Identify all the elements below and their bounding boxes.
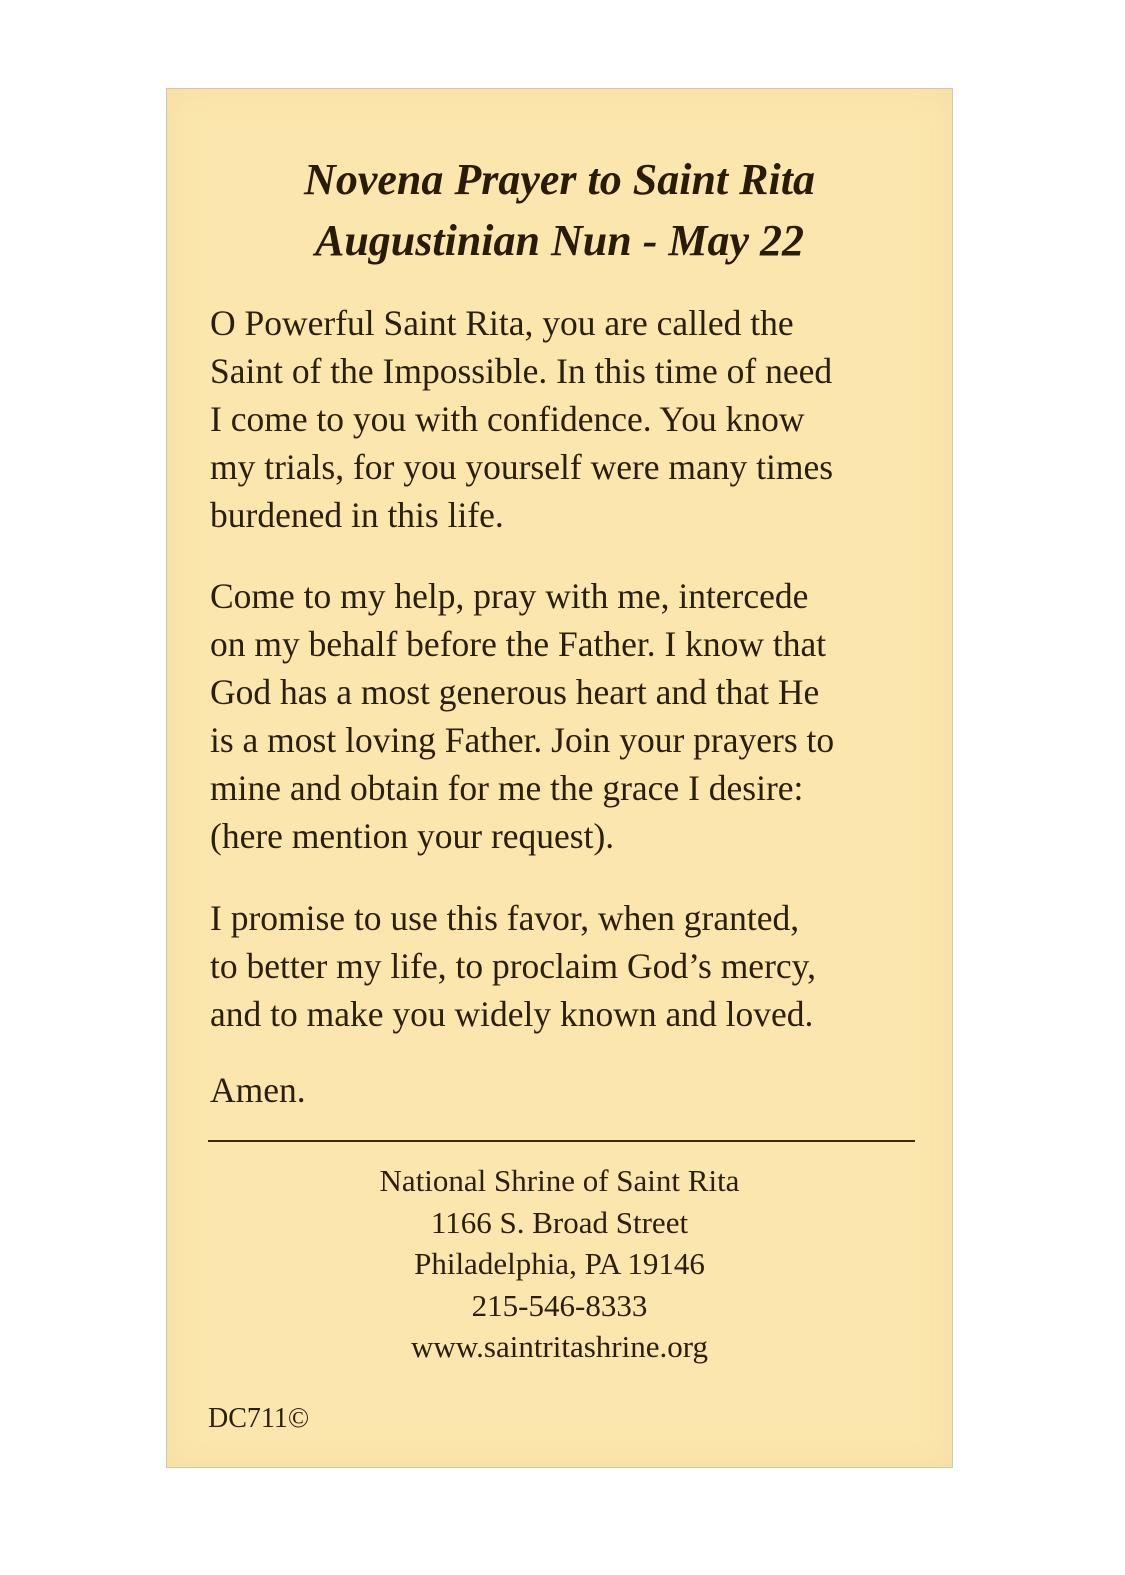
- prayer-title: [167, 149, 952, 271]
- shrine-address: [167, 1160, 952, 1368]
- text-line: to better my life, to proclaim God’s mercy,: [210, 946, 816, 986]
- text-line: my trials, for you yourself were many times: [210, 447, 834, 487]
- text-line: and to make you widely known and loved.: [210, 994, 814, 1034]
- text-line: I promise to use this favor, when granted,: [210, 898, 800, 938]
- text-line: God has a most generous heart and that He: [210, 672, 820, 712]
- prayer-paragraph-1: [210, 299, 930, 539]
- shrine-website: www.saintritashrine.org: [410, 1329, 709, 1364]
- prayer-paragraph-2: [210, 572, 930, 860]
- shrine-name: National Shrine of Saint Rita: [379, 1163, 740, 1198]
- shrine-street: 1166 S. Broad Street: [430, 1204, 689, 1240]
- prayer-closing: [210, 1066, 930, 1114]
- amen-line: Amen.: [210, 1070, 306, 1110]
- shrine-phone: 215-546-8333: [471, 1287, 648, 1323]
- text-line: mine and obtain for me the grace I desire:: [210, 768, 804, 808]
- text-line: is a most loving Father. Join your prayers to: [210, 720, 835, 760]
- text-line: O Powerful Saint Rita, you are called the: [210, 303, 794, 343]
- prayer-paragraph-3: [210, 894, 930, 1038]
- subtitle-line: Augustinian Nun - May 22: [314, 216, 805, 265]
- title-line: Novena Prayer to Saint Rita: [304, 155, 815, 204]
- text-line: burdened in this life.: [210, 495, 504, 535]
- product-code: DC711©: [208, 1403, 310, 1434]
- text-line: on my behalf before the Father. I know that: [210, 624, 827, 664]
- text-line: I come to you with confidence. You know: [210, 399, 805, 439]
- text-line: Come to my help, pray with me, intercede: [210, 576, 809, 616]
- shrine-city: Philadelphia, PA 19146: [414, 1246, 705, 1281]
- text-line: Saint of the Impossible. In this time of need: [210, 351, 833, 391]
- divider-rule: [208, 1140, 915, 1142]
- text-line: (here mention your request).: [210, 816, 615, 856]
- prayer-card: [166, 88, 953, 1468]
